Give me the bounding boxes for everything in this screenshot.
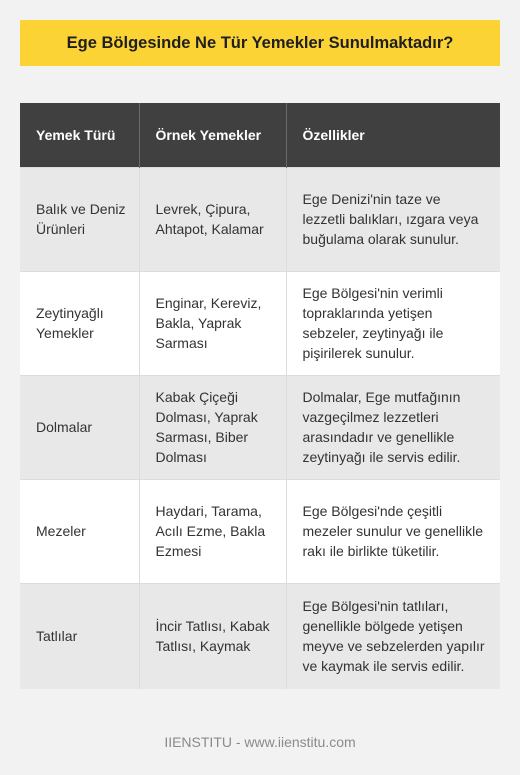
- table-row: [20, 167, 500, 271]
- cell-example-dishes: İncir Tatlısı, Kabak Tatlısı, Kaymak: [139, 583, 286, 689]
- page-title: Ege Bölgesinde Ne Tür Yemekler Sunulmaktadır?: [66, 33, 454, 52]
- cell-features: Ege Denizi'nin taze ve lezzetli balıkları, ızgara veya buğulama olarak sunulur.: [286, 167, 500, 271]
- cell-features: Ege Bölgesi'nde çeşitli mezeler sunulur ve genellikle rakı ile birlikte tüketilir.: [286, 479, 500, 583]
- food-table: [20, 103, 500, 689]
- table-row: [20, 479, 500, 583]
- title-banner: [20, 20, 500, 66]
- cell-example-dishes: Haydari, Tarama, Acılı Ezme, Bakla Ezmesi: [139, 479, 286, 583]
- cell-food-type: Zeytinyağlı Yemekler: [20, 271, 139, 375]
- table-header-row: [20, 103, 500, 167]
- cell-food-type: Dolmalar: [20, 375, 139, 479]
- cell-features: Dolmalar, Ege mutfağının vazgeçilmez lezzetleri arasındadır ve genellikle zeytinyağı ile servis edilir.: [286, 375, 500, 479]
- cell-features: Ege Bölgesi'nin tatlıları, genellikle bölgede yetişen meyve ve sebzelerden yapılır ve kaymak ile servis edilir.: [286, 583, 500, 689]
- cell-example-dishes: Enginar, Kereviz, Bakla, Yaprak Sarması: [139, 271, 286, 375]
- cell-food-type: Mezeler: [20, 479, 139, 583]
- cell-example-dishes: Kabak Çiçeği Dolması, Yaprak Sarması, Biber Dolması: [139, 375, 286, 479]
- table-row: [20, 583, 500, 689]
- cell-food-type: Tatlılar: [20, 583, 139, 689]
- header-features: Özellikler: [302, 126, 365, 143]
- cell-features: Ege Bölgesi'nin verimli topraklarında yetişen sebzeler, zeytinyağı ile pişirilerek sunulur.: [286, 271, 500, 375]
- header-example-dishes: Örnek Yemekler: [139, 103, 286, 167]
- cell-example-dishes: Levrek, Çipura, Ahtapot, Kalamar: [139, 167, 286, 271]
- header-food-type: Yemek Türü: [20, 103, 139, 167]
- footer-credit: IIENSTITU - www.iienstitu.com: [164, 734, 356, 750]
- table-row: [20, 271, 500, 375]
- table-row: [20, 375, 500, 479]
- cell-food-type: Balık ve Deniz Ürünleri: [20, 167, 139, 271]
